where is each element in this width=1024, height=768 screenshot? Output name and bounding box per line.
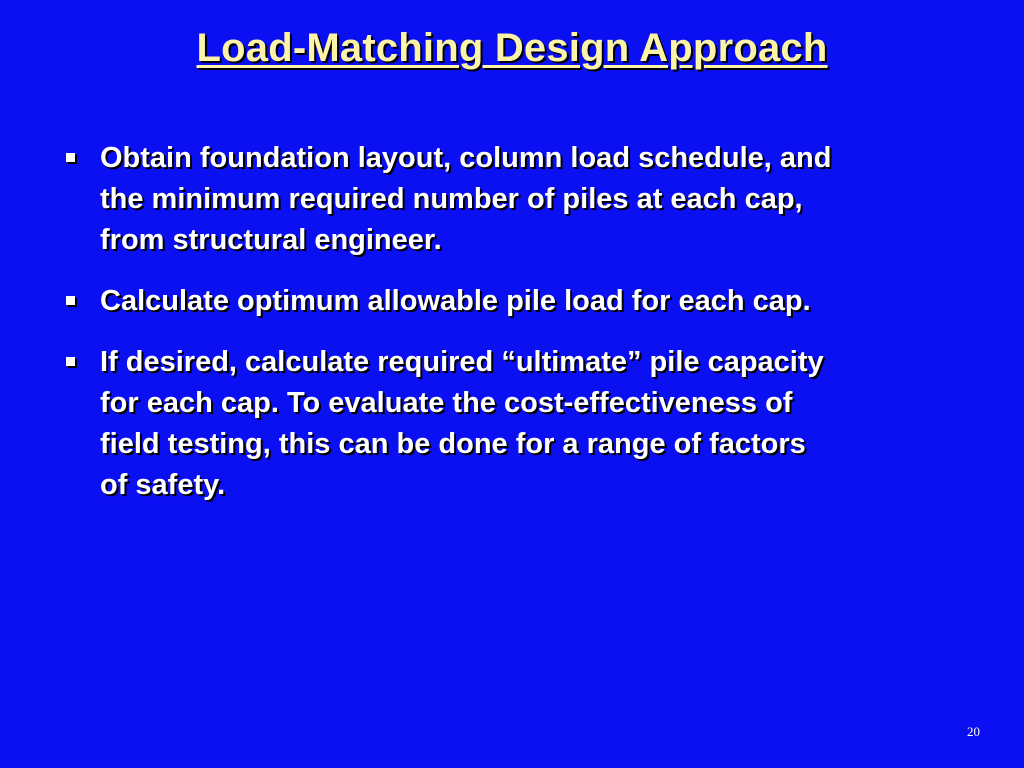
bullet-item [62,138,962,261]
square-bullet-icon [62,281,100,322]
square-bullet-icon [62,138,100,179]
bullet-list [62,138,962,506]
bullet-text: Calculate optimum allowable pile load for each cap. [100,285,811,317]
page-number: 20 [967,724,980,739]
bullet-text: Obtain foundation layout, column load schedule, and the minimum required number of piles at each cap, from structural engineer. [100,142,832,256]
square-bullet-icon [62,342,100,383]
bullet-item [62,342,962,506]
slide-title: Load-Matching Design Approach [196,26,828,70]
bullet-item [62,281,962,322]
bullet-text: If desired, calculate required “ultimate” pile capacity for each cap. To evaluate the cost-effectiveness of field testing, this can be done for a range of factors of safety. [100,346,824,501]
